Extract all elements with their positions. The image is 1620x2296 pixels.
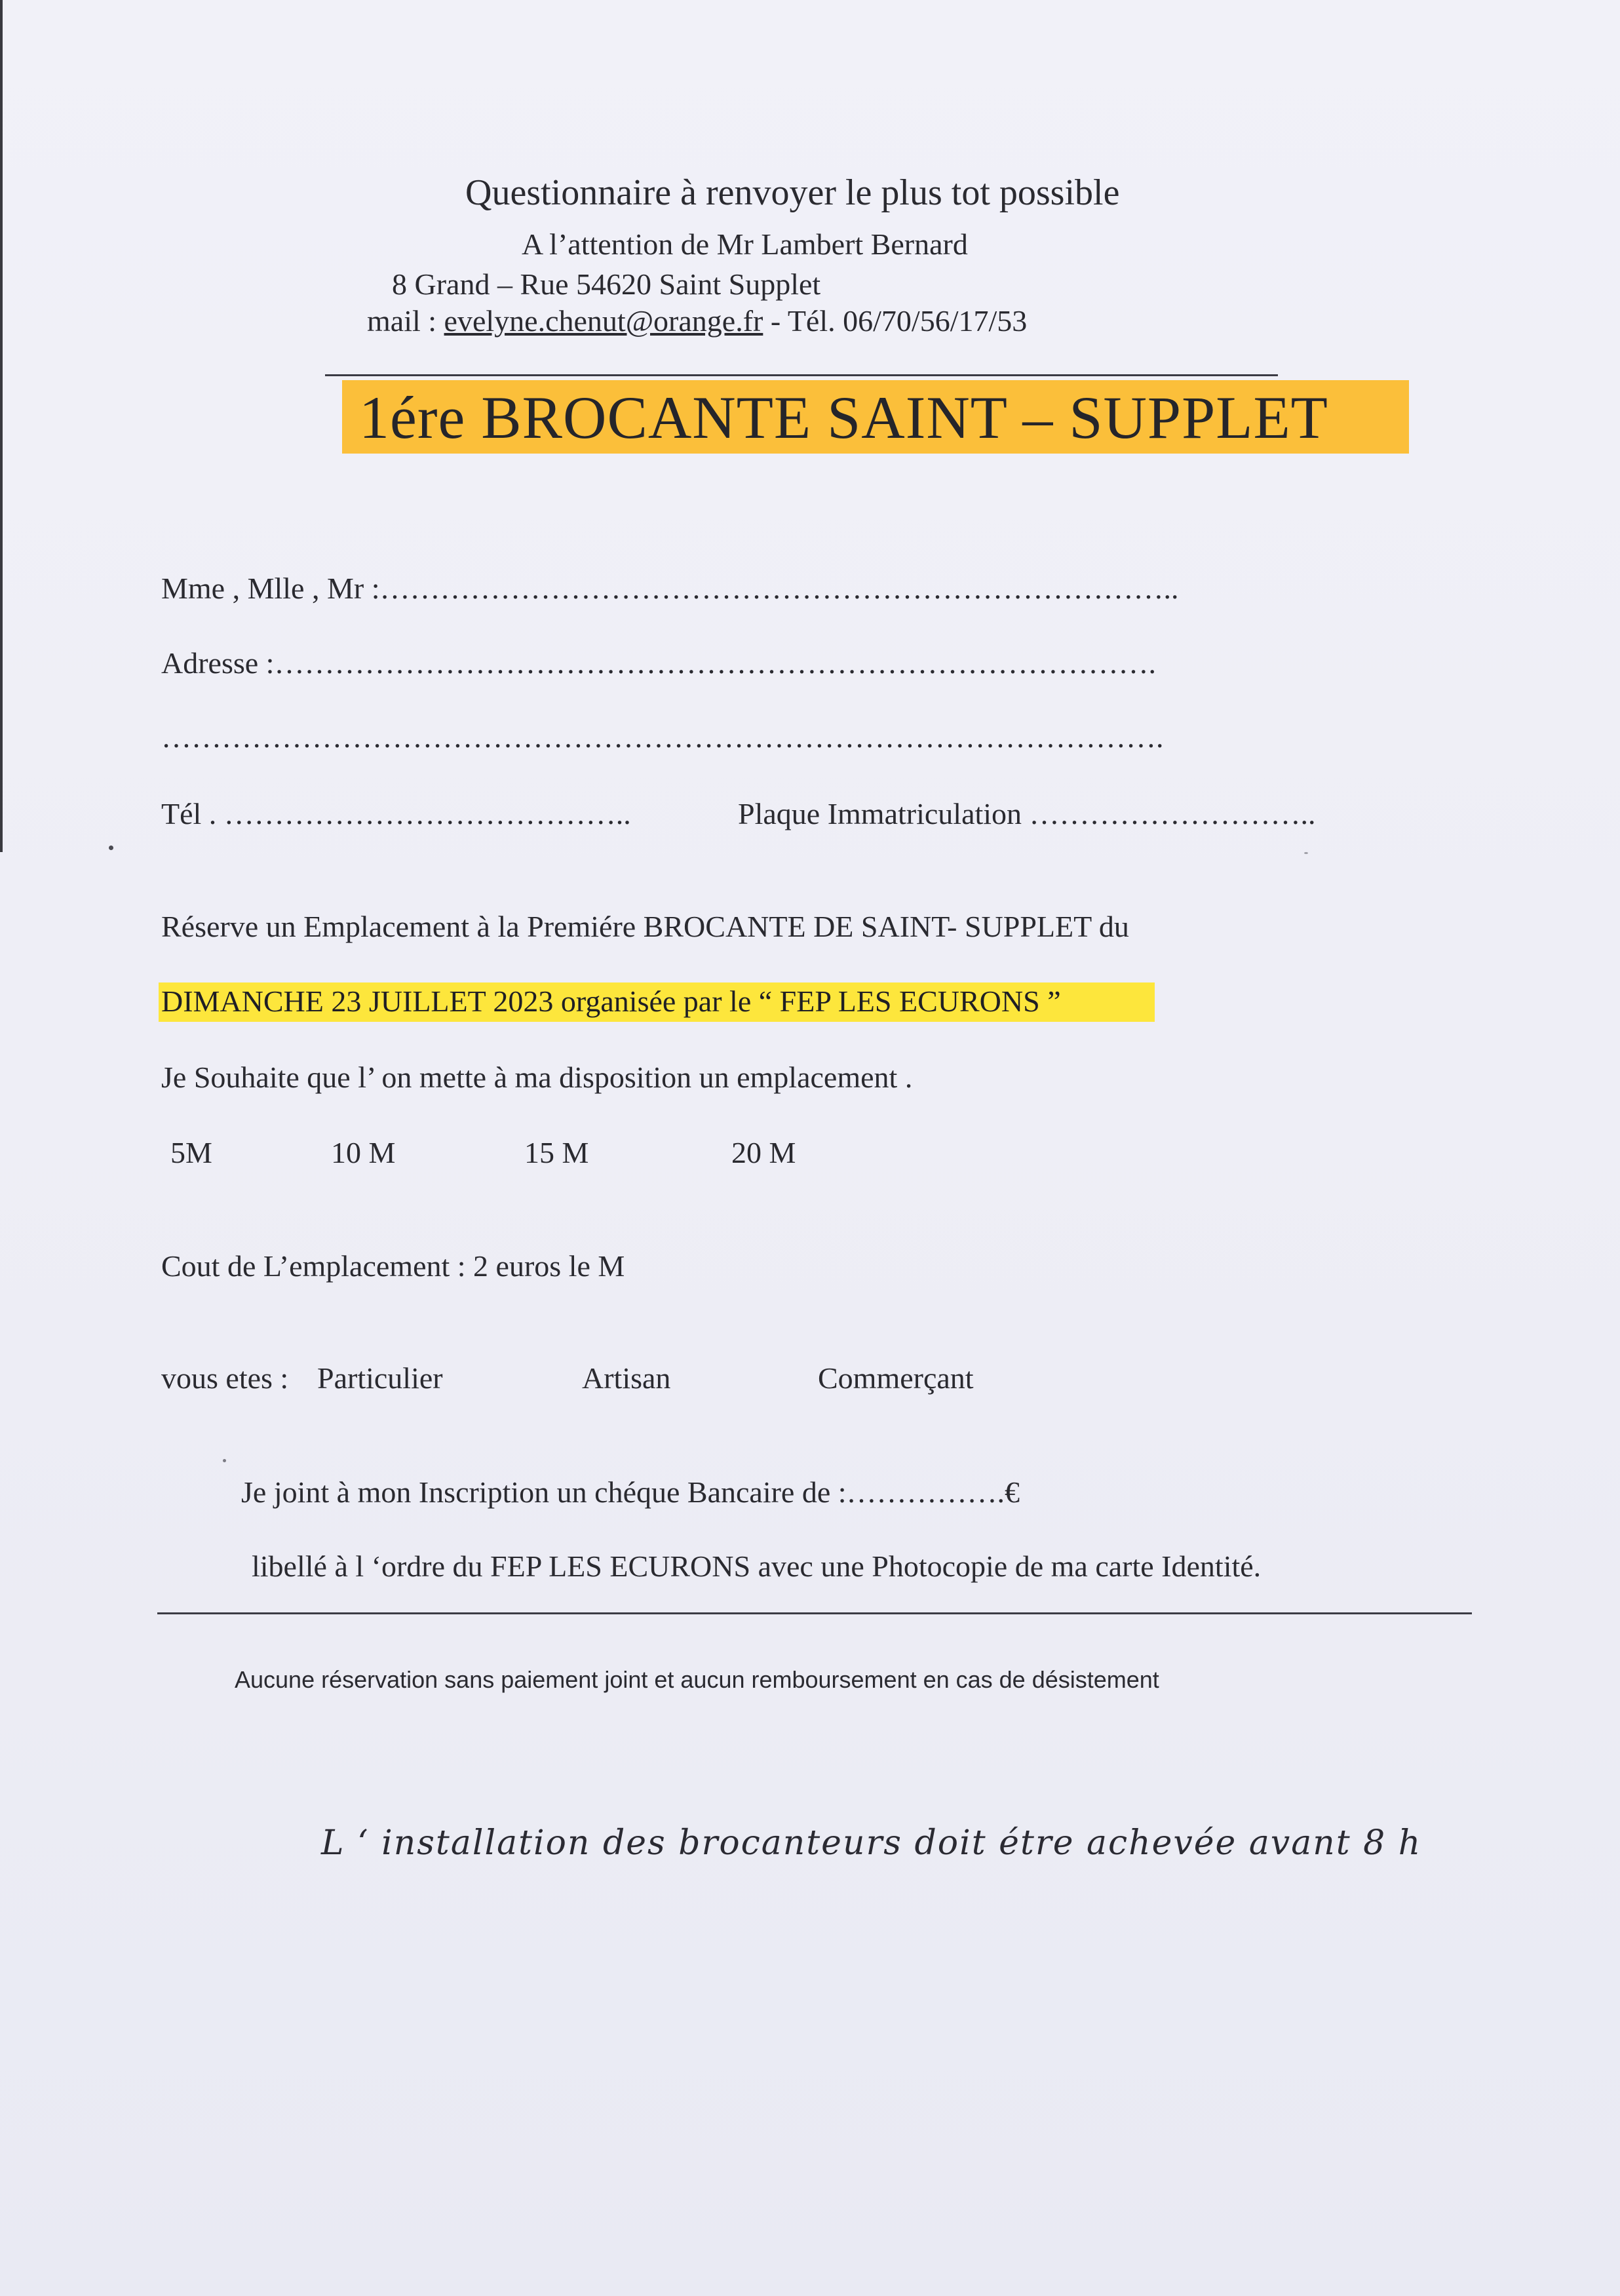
event-date-line: DIMANCHE 23 JUILLET 2023 organisée par le “ FEP LES ECURONS ”	[161, 984, 1061, 1018]
vendor-type-label: vous etes :	[161, 1361, 289, 1395]
scan-speck	[109, 846, 113, 850]
header-title: Questionnaire à renvoyer le plus tot possible	[465, 172, 1120, 213]
event-title: 1ére BROCANTE SAINT – SUPPLET	[359, 384, 1328, 451]
type-commercant: Commerçant	[818, 1361, 974, 1395]
option-20m: 20 M	[731, 1136, 796, 1169]
address-field: Adresse :…………………………………………………………………………….	[161, 646, 1156, 680]
option-5m: 5M	[170, 1136, 212, 1169]
cost-text: Cout de L’emplacement : 2 euros le M	[161, 1249, 625, 1283]
payment-notice: Aucune réservation sans paiement joint et aucun remboursement en cas de désistement	[235, 1666, 1159, 1693]
header-divider	[325, 374, 1278, 376]
scan-edge	[0, 0, 3, 852]
address-continuation-field: ……………………………………………………………………………………….	[161, 720, 1164, 754]
license-plate-field: Plaque Immatriculation ………………………..	[738, 797, 1316, 830]
header-contact	[367, 303, 1027, 338]
space-request-text: Je Souhaite que l’ on mette à ma disposition un emplacement .	[161, 1060, 913, 1094]
payee-text: libellé à l ‘ordre du FEP LES ECURONS avec une Photocopie de ma carte Identité.	[252, 1549, 1262, 1583]
phone-field: Tél . …………………………………..	[161, 797, 631, 830]
type-particulier: Particulier	[317, 1361, 443, 1395]
header-address: 8 Grand – Rue 54620 Saint Supplet	[392, 267, 821, 301]
option-10m: 10 M	[331, 1136, 396, 1169]
name-field: Mme , Mlle , Mr :……………………………………………………………………..	[161, 572, 1179, 605]
header-attention: A l’attention de Mr Lambert Bernard	[522, 227, 968, 261]
footer-divider	[157, 1612, 1472, 1614]
mail-link[interactable]: evelyne.chenut@orange.fr	[444, 304, 763, 338]
phone-number: - Tél. 06/70/56/17/53	[763, 304, 1028, 338]
reservation-text: Réserve un Emplacement à la Premiére BROCANTE DE SAINT- SUPPLET du	[161, 910, 1129, 943]
scan-speck	[223, 1459, 226, 1462]
mail-label: mail :	[367, 304, 444, 338]
cheque-text: Je joint à mon Inscription un chéque Bancaire de :…………….€	[241, 1475, 1020, 1509]
installation-notice: L ‘ installation des brocanteurs doit étre achevée avant 8 h	[321, 1823, 1422, 1863]
scan-speck	[1304, 852, 1308, 854]
option-15m: 15 M	[524, 1136, 589, 1169]
type-artisan: Artisan	[582, 1361, 671, 1395]
